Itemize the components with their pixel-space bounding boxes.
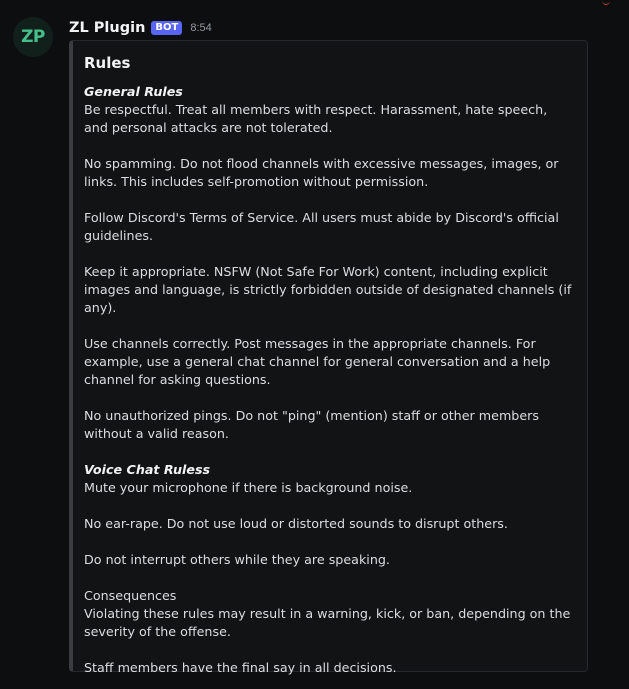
rule-spamming: No spamming. Do not flood channels with excessive messages, images, or links. This includes self-promotion without permission.	[84, 156, 559, 189]
rule-pings: No unauthorized pings. Do not "ping" (mention) staff or other members without a valid reason.	[84, 408, 539, 441]
rule-respect: Be respectful. Treat all members with respect. Harassment, hate speech, and personal attacks are not tolerated.	[84, 102, 548, 135]
bot-badge: BOT	[151, 21, 182, 35]
rules-embed	[69, 40, 588, 675]
embed-content	[84, 53, 574, 677]
voice-rule-ear-rape: No ear-rape. Do not use loud or distorted sounds to disrupt others.	[84, 516, 508, 531]
timestamp[interactable]: 8:54	[190, 22, 212, 34]
final-note: Staff members have the final say in all decisions.	[84, 660, 397, 675]
username[interactable]: ZL Plugin	[69, 20, 146, 36]
rule-tos: Follow Discord's Terms of Service. All users must abide by Discord's official guidelines.	[84, 210, 559, 243]
embed-title: Rules	[84, 54, 131, 72]
voice-rule-mute: Mute your microphone if there is background noise.	[84, 480, 413, 495]
consequences-text: Violating these rules may result in a warning, kick, or ban, depending on the severity of the offense.	[84, 606, 571, 639]
rule-channels: Use channels correctly. Post messages in the appropriate channels. For example, use a general chat channel for general conversation and a help channel for asking questions.	[84, 336, 551, 387]
message-header	[69, 18, 212, 38]
rule-appropriate: Keep it appropriate. NSFW (Not Safe For Work) content, including explicit images and language, is strictly forbidden outside of designated channels (if any).	[84, 264, 572, 315]
avatar-initials: ZP	[21, 27, 45, 47]
avatar[interactable]	[13, 17, 53, 57]
consequences-heading: Consequences	[84, 588, 177, 603]
voice-rule-interrupt: Do not interrupt others while they are speaking.	[84, 552, 390, 567]
notification-mark	[602, 0, 610, 5]
general-rules-heading: General Rules	[84, 84, 183, 99]
voice-rules-heading: Voice Chat Ruless	[84, 462, 211, 477]
